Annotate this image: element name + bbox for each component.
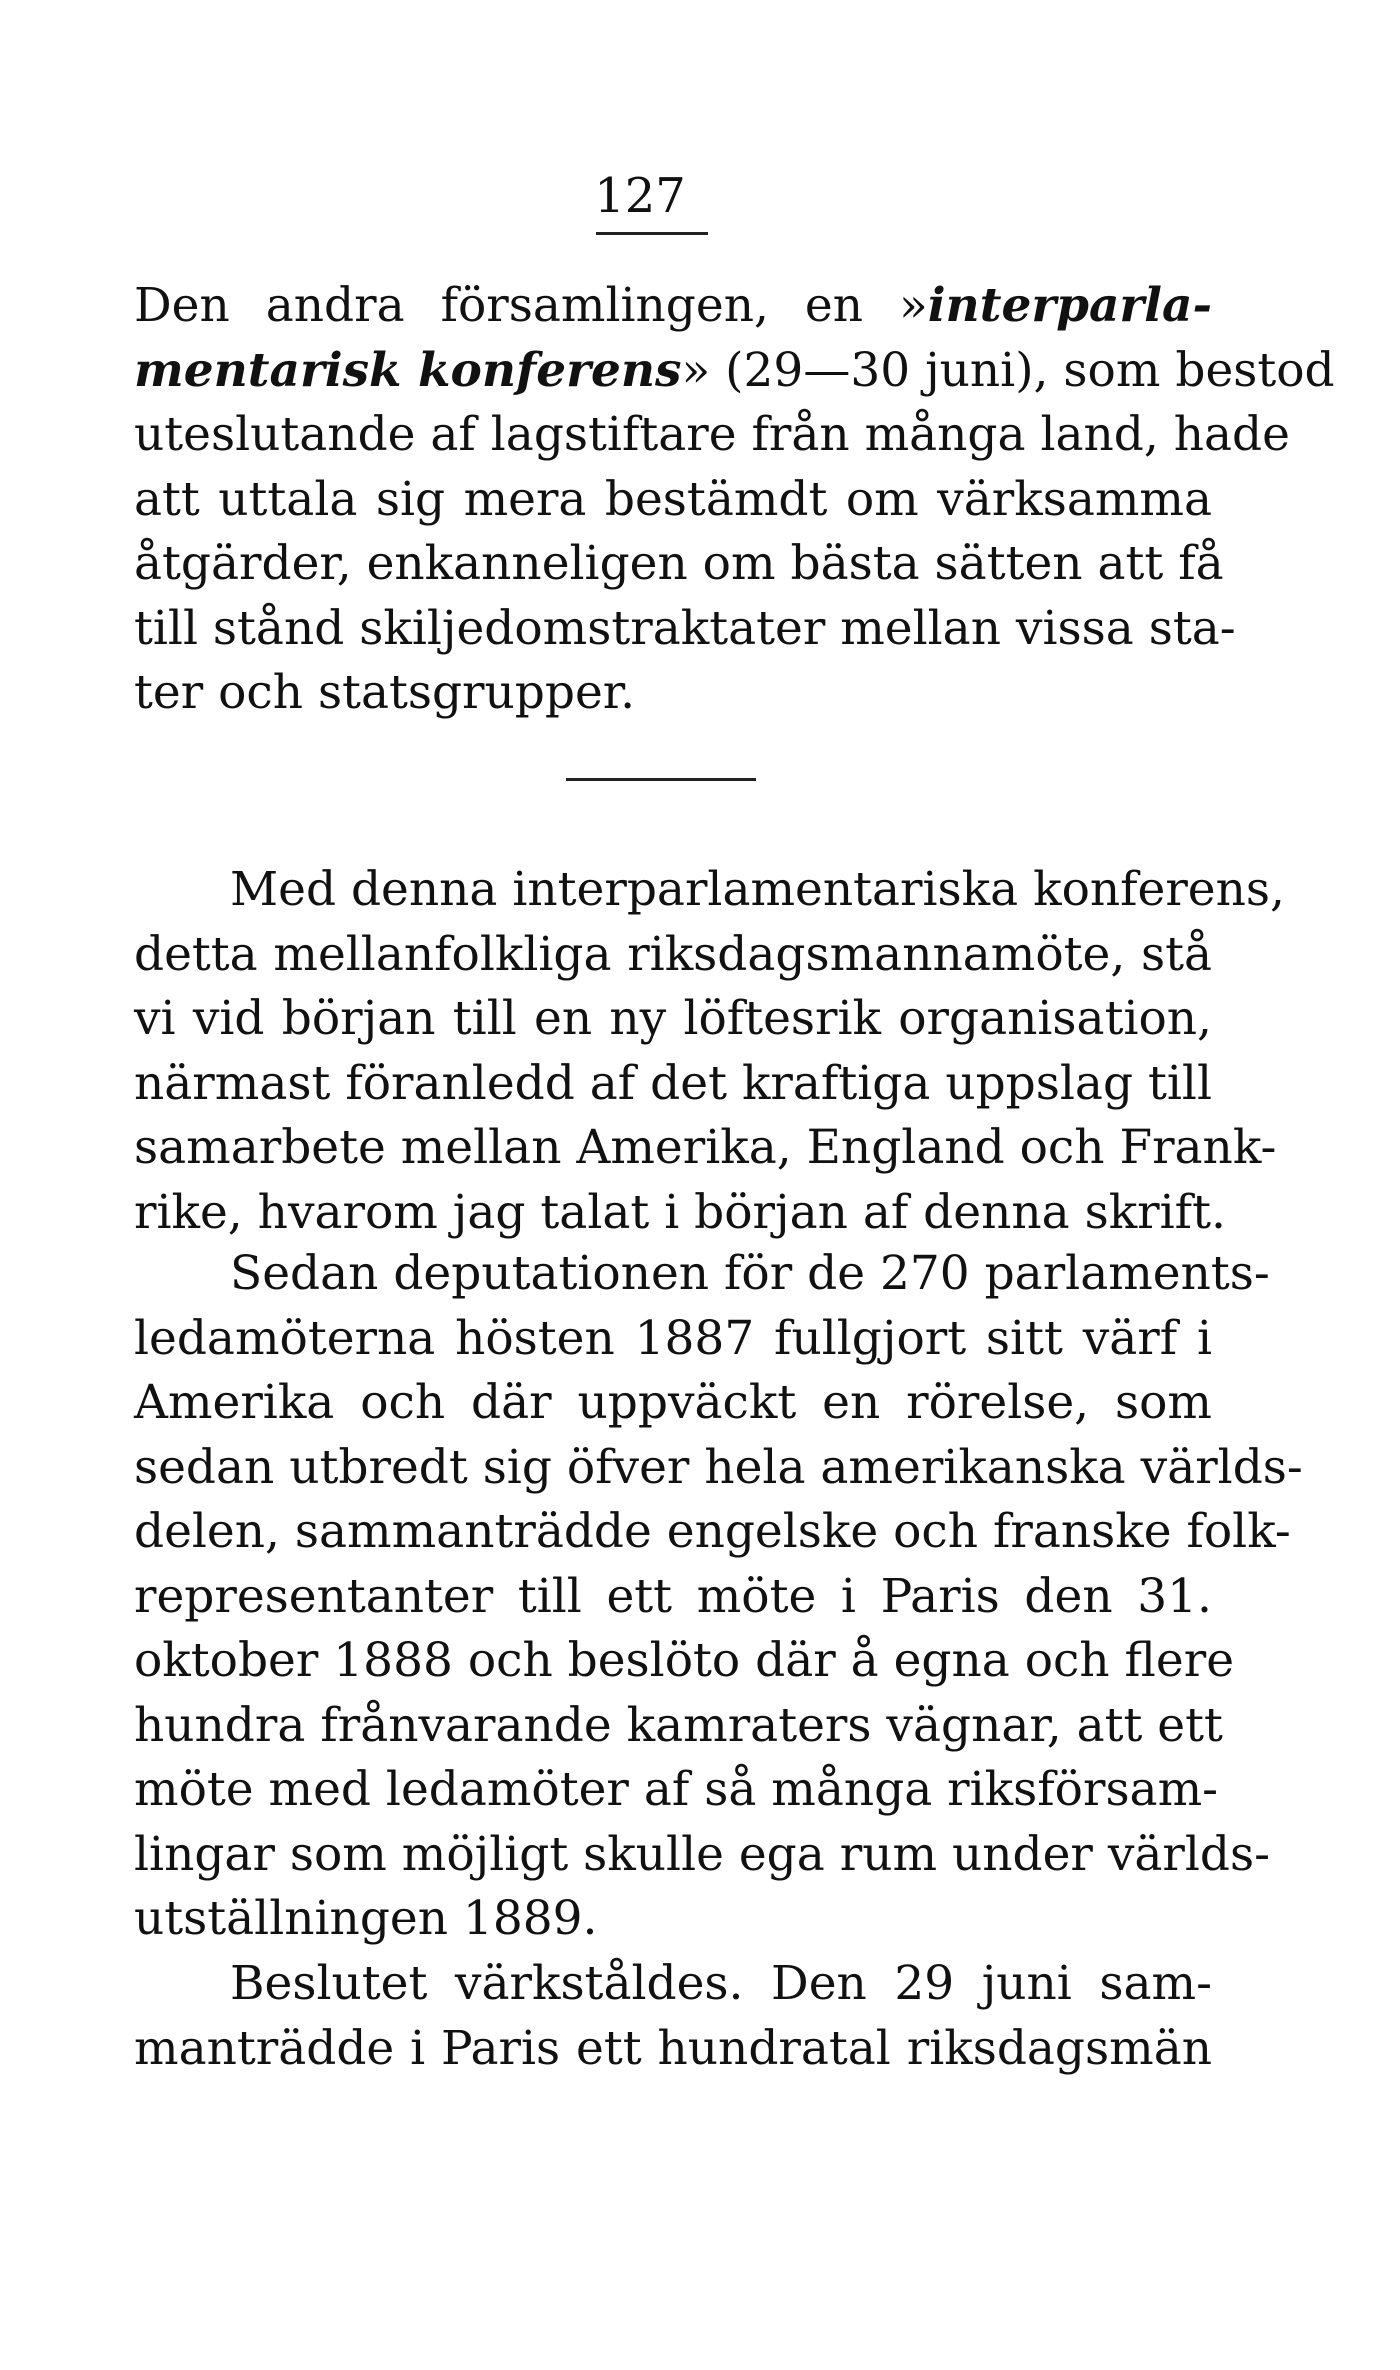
- text-line: möte med ledamöter af så många riksförsam-: [134, 1762, 1219, 1817]
- text-line: Den andra församlingen, en »interparla-: [134, 278, 1212, 333]
- page-number: 127: [594, 168, 686, 224]
- text-line: rike, hvarom jag talat i början af denna skrift.: [134, 1184, 1226, 1240]
- text-line: detta mellanfolkliga riksdagsmannamöte, stå: [134, 926, 1212, 982]
- text-line: Med denna interparlamentariska konferens,: [230, 862, 1285, 917]
- text-line: manträdde i Paris ett hundratal riksdagsmän: [134, 2020, 1212, 2076]
- text-line: lingar som möjligt skulle ega rum under världs-: [134, 1826, 1270, 1882]
- paragraph-2: [134, 858, 1285, 1245]
- paragraph-3: [134, 1242, 1303, 1952]
- paragraph-1: [134, 274, 1335, 726]
- text-line: åtgärder, enkanneligen om bästa sätten att få: [134, 536, 1224, 591]
- text-line: att uttala sig mera bestämdt om värksamma: [134, 471, 1212, 527]
- text-line: Amerika och där uppväckt en rörelse, som: [134, 1375, 1212, 1430]
- text-line: mentarisk konferens» (29—30 juni), som bestod: [134, 342, 1335, 398]
- section-divider: [566, 778, 756, 781]
- text-line: representanter till ett möte i Paris den 31.: [134, 1568, 1212, 1624]
- text-line: uteslutande af lagstiftare från många land, hade: [134, 407, 1290, 462]
- paragraph-4: [134, 1952, 1212, 2081]
- text-line: sedan utbredt sig öfver hela amerikanska världs-: [134, 1439, 1303, 1495]
- page-number-rule: [596, 232, 708, 235]
- text-line: samarbete mellan Amerika, England och Frank-: [134, 1120, 1277, 1175]
- text-line: oktober 1888 och beslöto där å egna och flere: [134, 1633, 1235, 1688]
- text-line: vi vid början till en ny löftesrik organisation,: [134, 991, 1212, 1046]
- text-line: ledamöterna hösten 1887 fullgjort sitt värf i: [134, 1310, 1212, 1366]
- text-line: hundra frånvarande kamraters vägnar, att ett: [134, 1697, 1223, 1753]
- text-line: till stånd skiljedomstraktater mellan vissa sta-: [134, 600, 1236, 656]
- text-line: Beslutet värkståldes. Den 29 juni sam-: [230, 1956, 1212, 2011]
- text-line: delen, sammanträdde engelske och franske folk-: [134, 1504, 1291, 1559]
- text-line: Sedan deputationen för de 270 parlaments-: [230, 1246, 1270, 1301]
- text-line: ter och statsgrupper.: [134, 665, 636, 720]
- text-line: utställningen 1889.: [134, 1891, 598, 1946]
- text-line: närmast föranledd af det kraftiga uppslag till: [134, 1055, 1212, 1111]
